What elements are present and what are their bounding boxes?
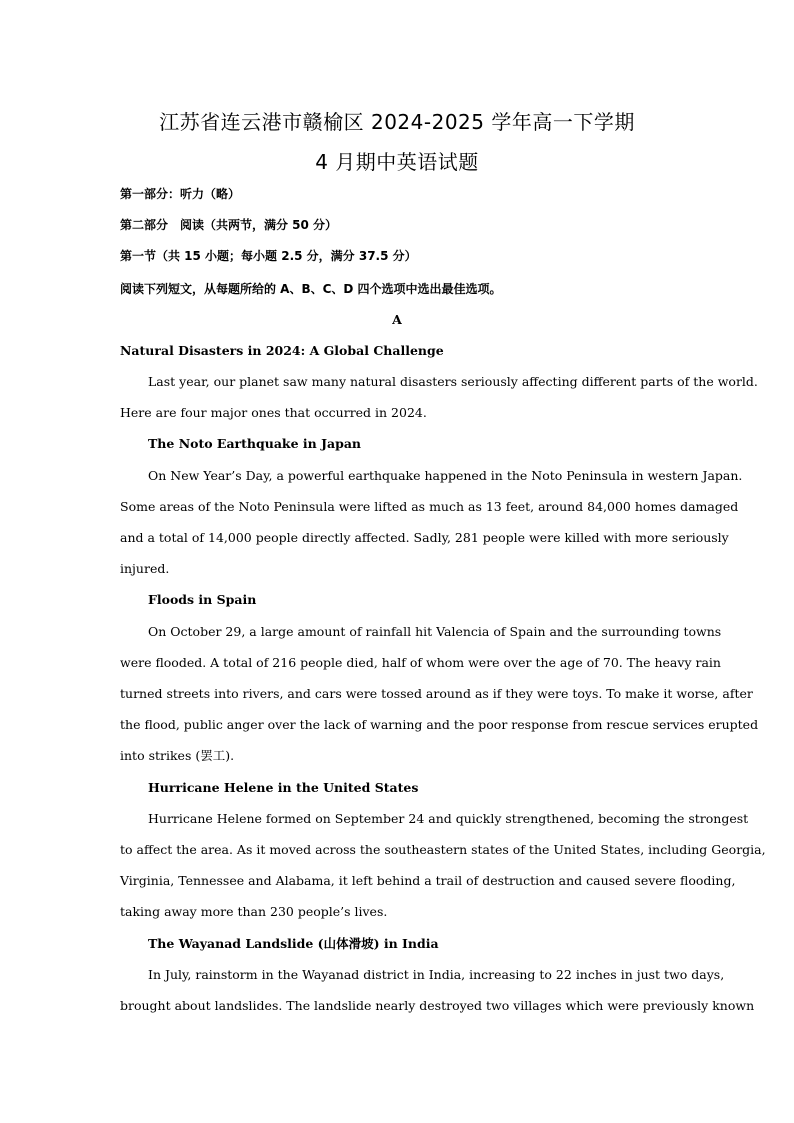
section-heading-wayanad: The Wayanad Landslide (山体滑坡) in India xyxy=(148,936,439,951)
paragraph-line: Hurricane Helene formed on September 24 and quickly strengthened, becoming the strongest xyxy=(148,811,749,826)
paragraph-line: On October 29, a large amount of rainfall hit Valencia of Spain and the surrounding towns xyxy=(148,624,722,639)
section1-heading: 第一节（共 15 小题；每小题 2.5 分，满分 37.5 分） xyxy=(120,249,417,263)
passage-intro-line: Last year, our planet saw many natural disasters seriously affecting different parts of the world. xyxy=(148,374,758,389)
section-heading-spain: Floods in Spain xyxy=(148,592,257,607)
passage-title: Natural Disasters in 2024: A Global Challenge xyxy=(120,343,444,358)
paragraph-line: On New Year’s Day, a powerful earthquake happened in the Noto Peninsula in western Japan. xyxy=(148,468,743,483)
section-heading-helene: Hurricane Helene in the United States xyxy=(148,780,419,795)
passage-intro-line: Here are four major ones that occurred in 2024. xyxy=(120,405,427,420)
section-heading-noto: The Noto Earthquake in Japan xyxy=(148,436,362,451)
paragraph-line: into strikes (罢工). xyxy=(120,748,235,763)
paragraph-line: brought about landslides. The landslide nearly destroyed two villages which were previously known xyxy=(120,998,755,1013)
paragraph-line: turned streets into rivers, and cars were tossed around as if they were toys. To make it worse, after xyxy=(120,686,753,701)
paragraph-line: taking away more than 230 people’s lives. xyxy=(120,904,388,919)
paragraph-line: and a total of 14,000 people directly affected. Sadly, 281 people were killed with more seriously xyxy=(120,530,729,545)
directions-text: 阅读下列短文，从每题所给的 A、B、C、D 四个选项中选出最佳选项。 xyxy=(120,282,502,296)
document-title-line-1: 江苏省连云港市赣榆区 2024-2025 学年高一下学期 xyxy=(159,110,635,134)
part2-heading: 第二部分 阅读（共两节，满分 50 分） xyxy=(120,218,338,232)
passage-letter: A xyxy=(392,312,402,327)
document-title-line-2: 4 月期中英语试题 xyxy=(315,150,479,174)
paragraph-line: In July, rainstorm in the Wayanad district in India, increasing to 22 inches in just two days, xyxy=(148,967,725,982)
paragraph-line: the flood, public anger over the lack of warning and the poor response from rescue services erupted xyxy=(120,717,759,732)
paragraph-line: Some areas of the Noto Peninsula were lifted as much as 13 feet, around 84,000 homes damaged xyxy=(120,499,739,514)
paragraph-line: injured. xyxy=(120,561,170,576)
paragraph-line: to affect the area. As it moved across the southeastern states of the United States, including Georgia, xyxy=(120,842,766,857)
paragraph-line: were flooded. A total of 216 people died, half of whom were over the age of 70. The heavy rain xyxy=(120,655,721,670)
paragraph-line: Virginia, Tennessee and Alabama, it left behind a trail of destruction and caused severe flooding, xyxy=(120,873,736,888)
part1-heading: 第一部分：听力（略） xyxy=(120,187,241,201)
